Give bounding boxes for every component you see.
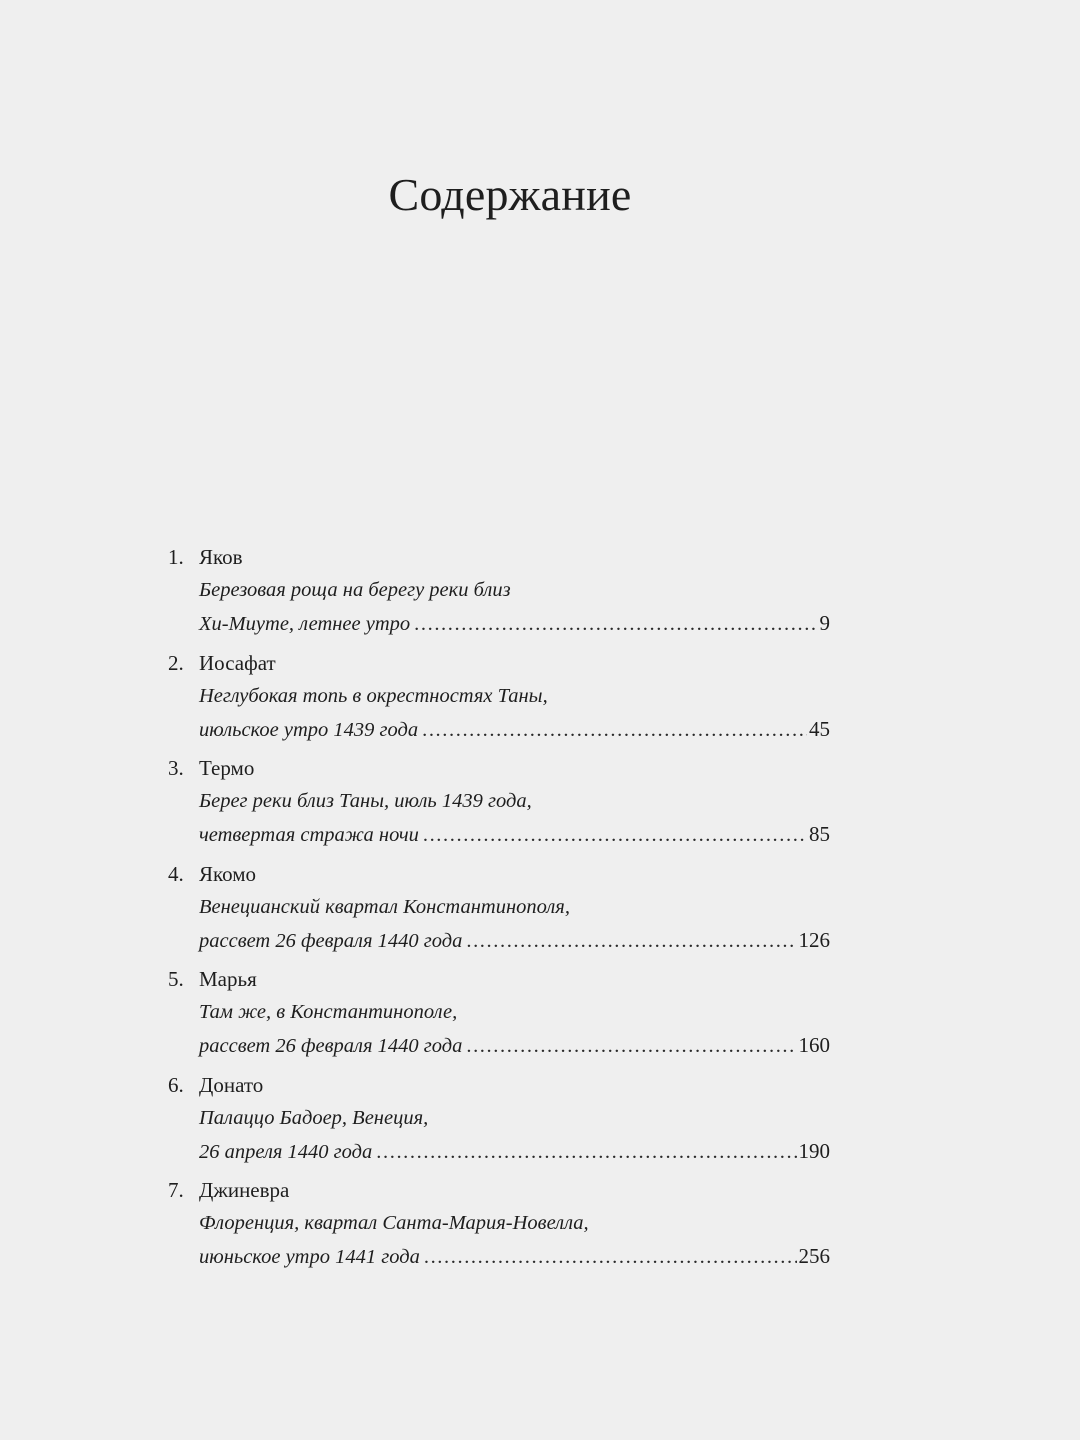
toc-entry-1 [168,541,830,647]
entry-page-number: 85 [809,822,830,846]
entry-subtitle-cont: рассвет 26 февраля 1440 года [199,1035,463,1057]
entry-leader-line [199,818,830,852]
entry-subtitle: Венецианский квартал Константинополя, [199,895,570,918]
entry-page-number: 256 [798,1244,830,1268]
entry-name: Марья [199,967,257,991]
entry-leader-line [199,713,830,747]
entry-page-number: 160 [798,1033,830,1057]
dot-leader [466,1030,796,1063]
entry-subtitle-cont: четвертая стража ночи [199,824,419,846]
dot-leader [423,819,807,852]
entry-page-number: 45 [809,716,830,741]
entry-leader-line [199,1029,830,1063]
entry-subtitle: Березовая роща на берегу реки близ [199,579,511,601]
entry-number: 7. [168,1178,184,1202]
dot-leader [376,1136,796,1169]
entry-subtitle: Там же, в Константинополе, [199,1001,458,1023]
entry-number: 5. [168,967,184,991]
entry-number: 1. [168,545,184,569]
entry-subtitle: Флоренция, квартал Санта-Мария-Новелла, [199,1212,589,1234]
entry-name: Донато [199,1072,264,1097]
entry-number: 4. [168,861,184,886]
toc-entry-5 [168,963,830,1069]
entry-name: Джиневра [199,1178,290,1202]
entry-subtitle-cont: 26 апреля 1440 года [199,1140,373,1163]
entry-number: 2. [168,650,184,675]
toc-entry-6 [168,1069,830,1175]
entry-leader-line [199,1240,830,1274]
page-title: Содержание [388,169,632,220]
dot-leader [414,608,817,641]
dot-leader [466,925,796,958]
entry-number: 3. [168,756,184,780]
toc-entry-2 [168,647,830,753]
dot-leader [424,1241,797,1274]
toc-entry-4 [168,858,830,964]
entry-subtitle: Берег реки близ Таны, июль 1439 года, [199,790,532,812]
entry-subtitle: Палаццо Бадоер, Венеция, [199,1106,429,1129]
toc-entry-7 [168,1174,830,1280]
entry-name: Термо [199,756,255,780]
table-of-contents [168,541,830,1280]
entry-name: Якомо [199,861,257,886]
entry-leader-line [199,924,830,958]
entry-subtitle-cont: Хи-Миуте, летнее утро [199,613,411,635]
entry-name: Яков [199,545,243,569]
dot-leader [422,714,807,747]
entry-subtitle-cont: июньское утро 1441 года [199,1246,420,1268]
entry-page-number: 9 [819,611,830,635]
toc-entry-3 [168,752,830,858]
entry-leader-line [199,1135,830,1169]
entry-subtitle-cont: рассвет 26 февраля 1440 года [199,929,463,952]
entry-subtitle: Неглубокая топь в окрестностях Таны, [199,684,548,707]
entry-page-number: 126 [798,927,830,952]
entry-number: 6. [168,1072,184,1097]
entry-leader-line [199,607,830,641]
entry-subtitle-cont: июльское утро 1439 года [199,718,419,741]
entry-name: Иосафат [199,650,276,675]
entry-page-number: 190 [798,1138,830,1163]
